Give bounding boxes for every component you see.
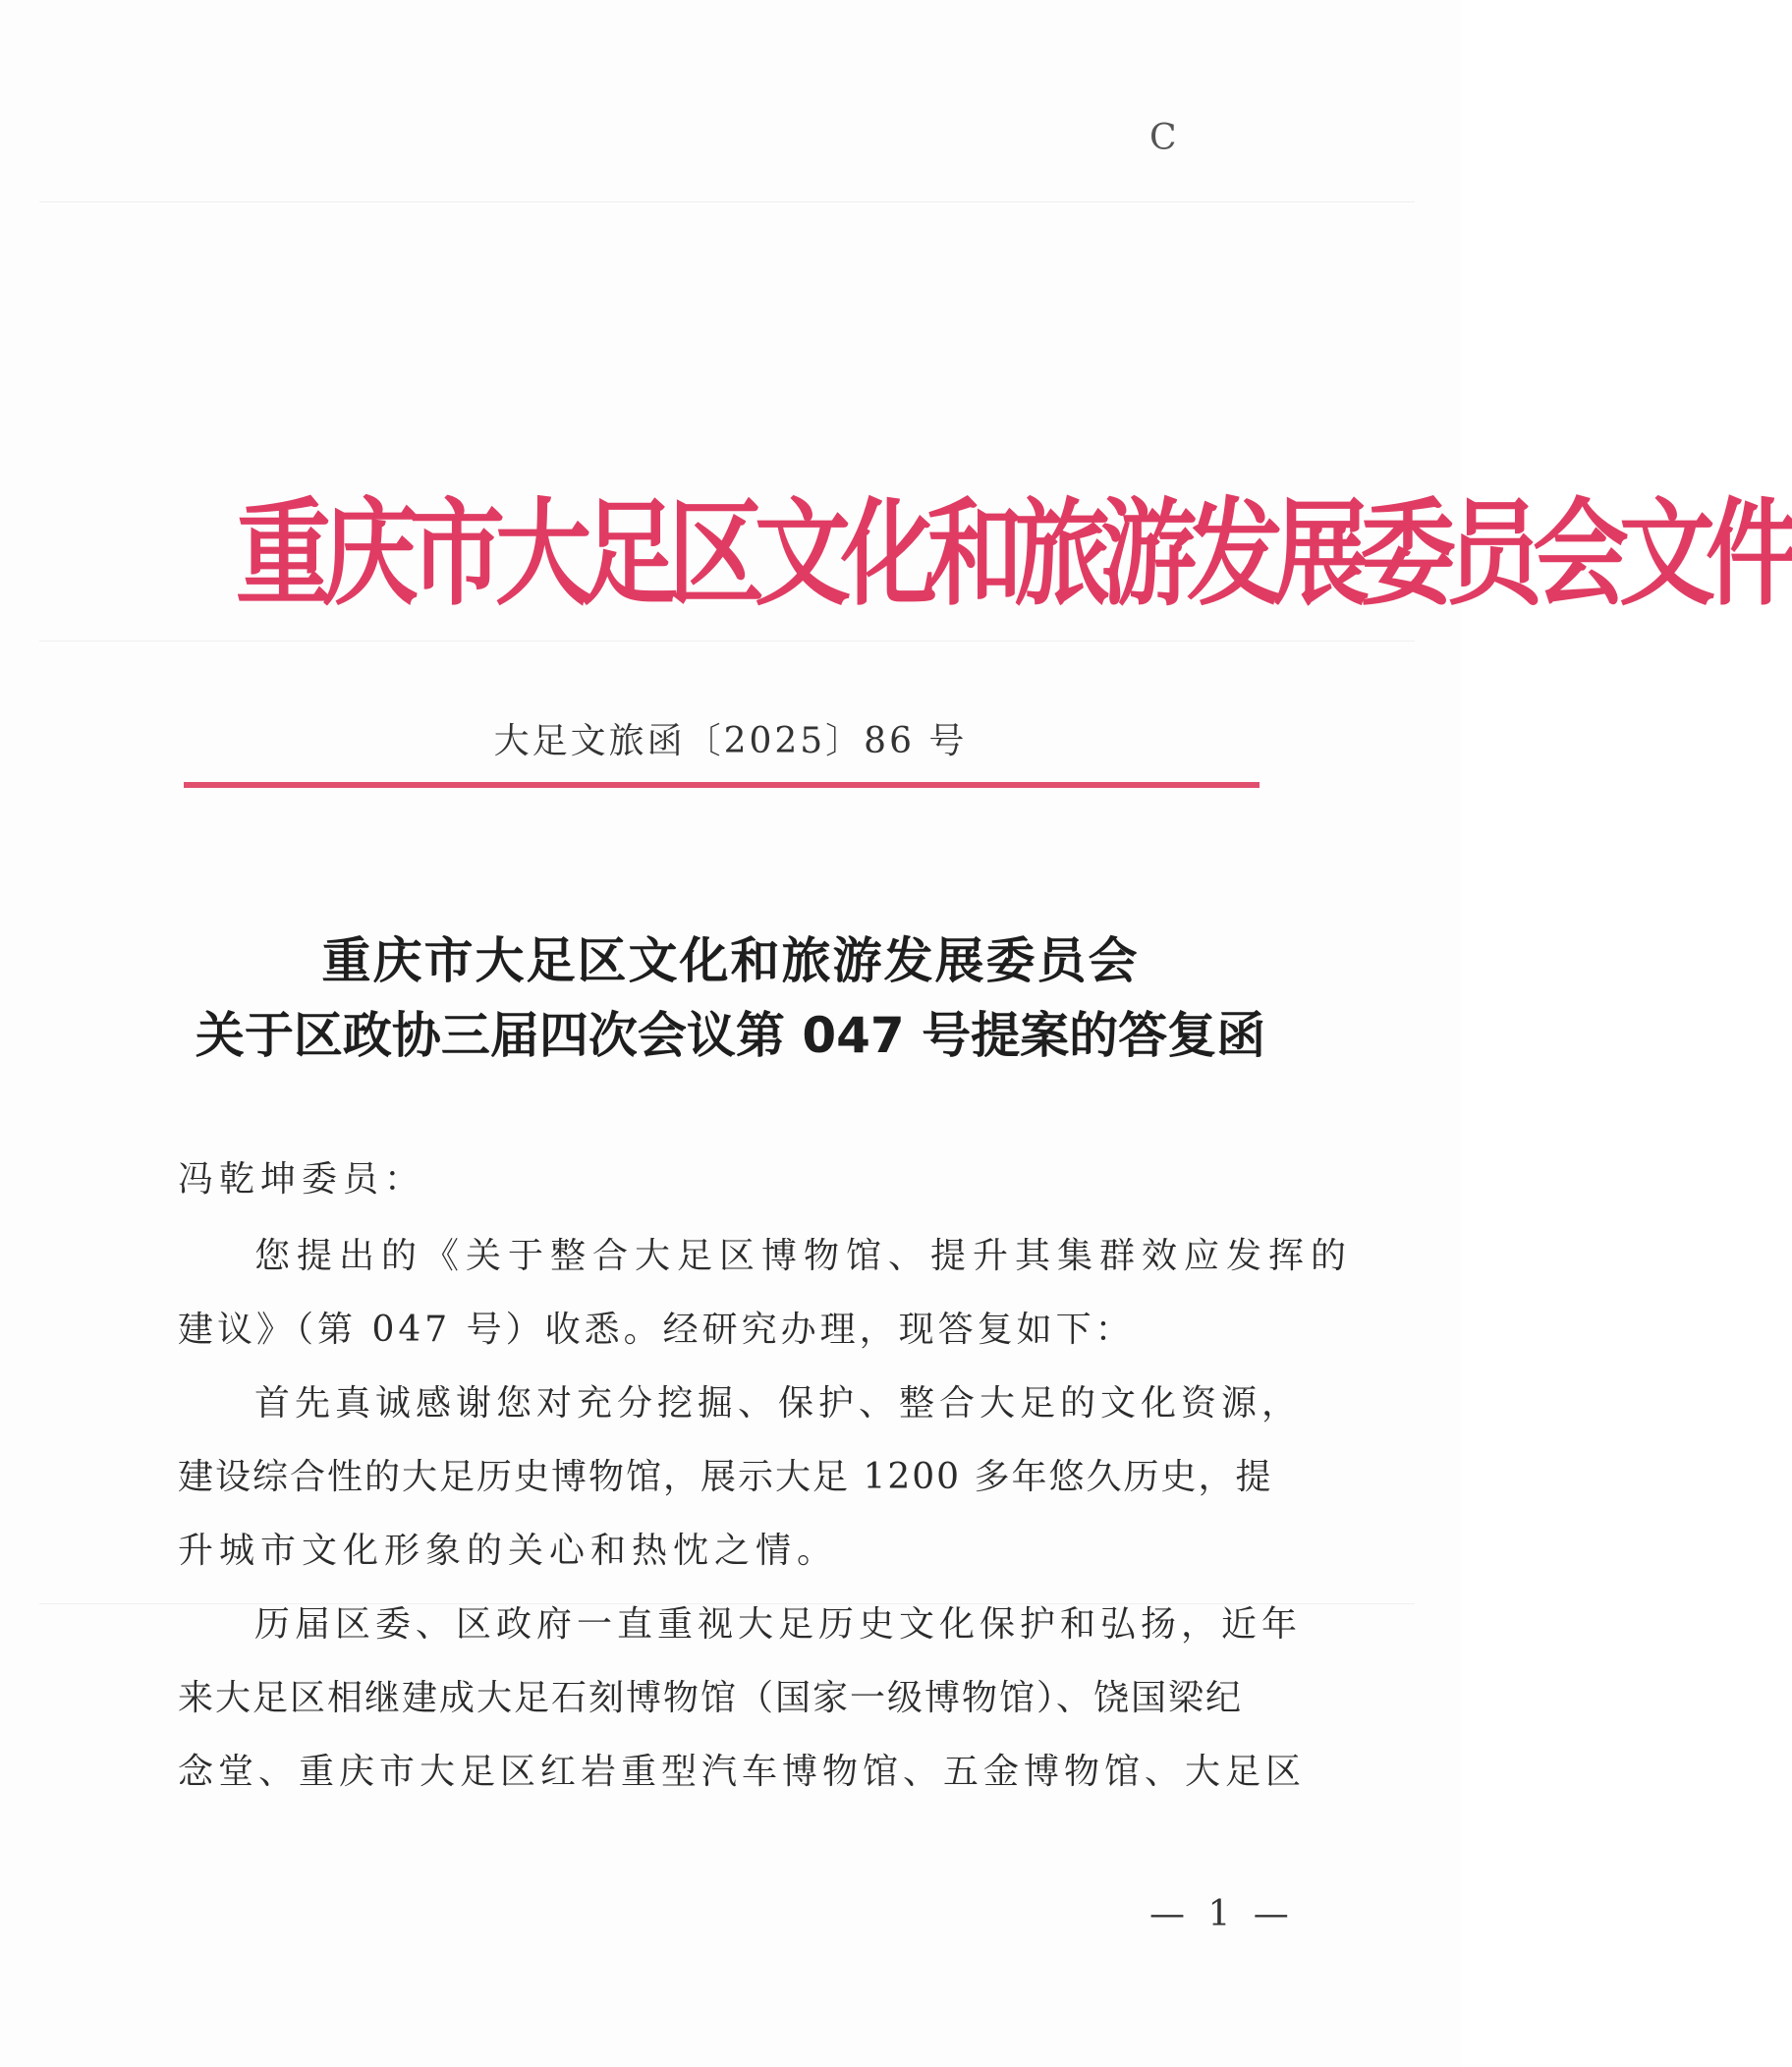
page-number: — 1 — — [1149, 1894, 1295, 1934]
document-number: 大足文旅函〔2025〕86 号 — [493, 721, 968, 761]
body-line: 来大足区相继建成大足石刻博物馆（国家一级博物馆）、饶国梁纪 — [178, 1678, 1244, 1718]
body-line: 建议》（第 047 号）收悉。经研究办理，现答复如下： — [178, 1310, 1135, 1350]
scan-artifact-line — [39, 201, 1415, 202]
scan-artifact-line — [39, 641, 1415, 642]
body-line: 历届区委、区政府一直重视大足历史文化保护和弘扬，近年 — [254, 1604, 1303, 1645]
red-divider-line — [184, 782, 1260, 788]
salutation: 冯乾坤委员： — [178, 1159, 426, 1200]
corner-mark: C — [1149, 118, 1177, 158]
body-line: 首先真诚感谢您对充分挖掘、保护、整合大足的文化资源， — [254, 1383, 1303, 1424]
body-line: 您提出的《关于整合大足区博物馆、提升其集群效应发挥的 — [254, 1236, 1354, 1276]
document-title-line-1: 重庆市大足区文化和旅游发展委员会 — [321, 932, 1140, 989]
body-line: 升城市文化形象的关心和热忱之情。 — [178, 1531, 839, 1571]
body-line: 建设综合性的大足历史博物馆，展示大足 1200 多年悠久历史，提 — [178, 1457, 1273, 1497]
document-title-line-2: 关于区政协三届四次会议第 047 号提案的答复函 — [195, 1007, 1266, 1064]
body-line: 念堂、重庆市大足区红岩重型汽车博物馆、五金博物馆、大足区 — [178, 1752, 1307, 1792]
issuer-header-title: 重庆市大足区文化和旅游发展委员会文件 — [236, 487, 1792, 623]
